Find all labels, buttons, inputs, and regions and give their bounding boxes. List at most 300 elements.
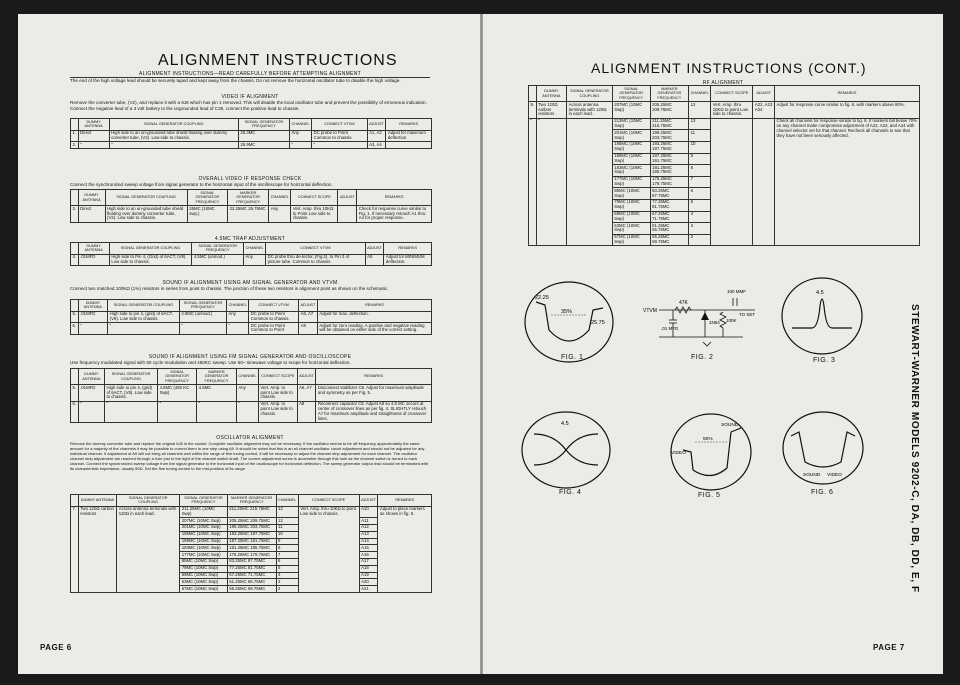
table-cell: 7. xyxy=(71,506,79,592)
table-cell: 7 xyxy=(689,176,711,188)
response-curve xyxy=(791,432,855,467)
page-number: PAGE 6 xyxy=(40,643,72,652)
table-cell: 201MC (10MC Swp) xyxy=(180,524,228,531)
fig4-marker-label: 4.5 xyxy=(561,421,569,427)
table-header-cell: ADJUST xyxy=(299,300,318,312)
fig2-label: VTVM xyxy=(643,308,657,314)
figure-label: FIG. 3 xyxy=(813,357,836,364)
intro-text: The end of the high voltage lead should be securely taped and kept away from the chassis. Do not remove the horizontal oscillator tube to disable the high voltage. xyxy=(70,78,401,83)
fig6-label: SOUND xyxy=(803,473,821,478)
table-cell: A18 xyxy=(359,565,378,572)
section-title: OSCILLATOR ALIGNMENT xyxy=(216,435,284,441)
table-header-cell: DUMMY ANTENNA xyxy=(78,495,117,507)
table-cell: " xyxy=(158,401,197,422)
section-title: RF ALIGNMENT xyxy=(702,80,744,86)
table-header-cell: MARKER GENERATOR FREQUENCY xyxy=(650,86,689,102)
table-header-cell xyxy=(71,190,79,206)
table-cell: Two 120Ω carbon resistors xyxy=(78,506,117,592)
table-header-cell: SIGNAL GENERATOR FREQUENCY xyxy=(179,300,226,312)
table-header-cell: CONNECT VTVM xyxy=(312,119,367,131)
table-cell: A13 xyxy=(359,531,378,538)
table-row xyxy=(529,118,920,130)
table-cell: 5. xyxy=(71,385,79,401)
sound-if-am-table xyxy=(70,299,432,335)
table-cell: Adjust for response curve similar to fig. 6, with markers above 80%. xyxy=(775,102,920,118)
table-cell: 6 xyxy=(276,558,298,565)
table-cell: 4. xyxy=(71,254,79,266)
table-cell: 77.25MC 81.75MC xyxy=(650,199,689,211)
table-cell: A11 xyxy=(359,518,378,525)
table-cell: 211.25MC (10MC Swp) xyxy=(180,506,228,518)
table-cell: 6. xyxy=(71,401,79,422)
section-title: SOUND IF ALIGNMENT USING FM SIGNAL GENERATOR AND OSCILLOSCOPE xyxy=(148,354,352,360)
table-cell: 4.5MC (unmod.) xyxy=(179,311,226,323)
table-header-cell: CONNECT VTVM xyxy=(249,300,299,312)
table-cell: " xyxy=(529,118,537,246)
table-cell: 211.25MC 215.75MC xyxy=(650,118,689,130)
table-cell: 195MC (10MC Swp) xyxy=(612,141,650,153)
table-header-cell xyxy=(71,495,79,507)
table-cell: 201MC (10MC Swp) xyxy=(612,130,650,142)
table-cell: 175.25MC 179.75MC xyxy=(227,552,276,559)
response-curve xyxy=(792,299,852,328)
table-cell: 79MC (10MC Swp) xyxy=(180,565,228,572)
table-cell: " xyxy=(227,323,249,335)
table-cell: 213MC (10MC Swp) xyxy=(612,118,650,130)
table-cell xyxy=(338,206,357,222)
table-cell: A15 xyxy=(359,545,378,552)
table-cell: 4.5MC (unmod.) xyxy=(192,254,244,266)
table-row xyxy=(529,102,920,118)
table-cell: Any xyxy=(269,206,291,222)
table-cell: " xyxy=(78,323,108,335)
section-note: Use frequency modulated signal with 60 cycle modulation and 450KC sweep. Use 60~ sinewave voltage to scope for horizontal deflection. xyxy=(70,360,351,365)
table-cell: 199.25MC 203.75MC xyxy=(227,524,276,531)
table-cell xyxy=(386,142,432,149)
table-header-cell: ADJUST xyxy=(365,243,384,255)
table-cell: Reconnect capacitor C5. Adjust A8 so 4.5 MC occurs at center of crossover lines as per fig. 4. SLIGHTLY retouch A7 for maximum amplitude and straightness of crossover lines. xyxy=(316,401,432,422)
table-cell: Across antenna terminals with 120Ω in each lead. xyxy=(117,506,180,592)
table-header-cell: CHANNEL xyxy=(243,243,265,255)
table-cell: .01MFD xyxy=(78,254,109,266)
table-cell: A14 xyxy=(359,538,378,545)
table-header-cell: DUMMY ANTENNA xyxy=(78,119,109,131)
table-cell: A5 xyxy=(365,254,384,266)
table-cell: 61.25MC 65.75MC xyxy=(227,579,276,586)
table-cell: Adjust for max. deflection. xyxy=(317,311,431,323)
fig2-label: 100 MMF xyxy=(727,289,747,294)
table-cell: DC probe to Point Common to Point xyxy=(249,323,299,335)
table-cell: 3. xyxy=(71,206,79,222)
table-cell xyxy=(753,118,775,246)
table-header-cell: CHANNEL xyxy=(269,190,291,206)
table-cell: 4.5MC xyxy=(197,385,237,401)
table-cell: High side to an un-grounded tube shield floating over dummy converter tube, (V2). Low side to chassis. xyxy=(109,130,238,142)
table-header-cell: SIGNAL GENERATOR COUPLING xyxy=(117,495,180,507)
table-cell: " xyxy=(236,401,258,422)
right-page xyxy=(483,14,943,674)
table-cell: 63MC (10MC Swp) xyxy=(612,223,650,235)
table-cell: 207MC (10MC Swp) xyxy=(612,102,650,118)
table-cell: Vert. Amp. thru 10KΩ to Point Low side to chassis. xyxy=(291,206,338,222)
table-cell: 83.25MC 87.75MC xyxy=(227,558,276,565)
table-cell: 2 xyxy=(689,234,711,246)
table-cell xyxy=(567,118,613,246)
table-header-cell xyxy=(71,300,79,312)
table-cell: 5. xyxy=(71,311,79,323)
table-cell: 8 xyxy=(689,165,711,177)
table-cell: High side to pin 4, (grid) of 6ACT, (V8). Low side to chassis. xyxy=(108,311,180,323)
response-curve xyxy=(683,428,741,476)
table-header-cell: CHANNEL xyxy=(227,300,249,312)
table-cell: 57MC (10MC Swp) xyxy=(612,234,650,246)
table-cell: 22.25MC 25.75MC xyxy=(228,206,269,222)
table-header-cell: SIGNAL GENERATOR FREQUENCY xyxy=(187,190,227,206)
table-cell: 181.25MC 185.75MC xyxy=(227,545,276,552)
table-cell: 83.25MC 87.75MC xyxy=(650,188,689,200)
table-cell: 4.5MC (450 KC Swp) xyxy=(158,385,197,401)
table-cell: 177MC (10MC Swp) xyxy=(180,552,228,559)
table-cell: 187.25MC 191.75MC xyxy=(227,538,276,545)
table-cell: 175.25MC 179.75MC xyxy=(650,176,689,188)
table-header-cell xyxy=(71,243,79,255)
table-header-cell: REMARKS xyxy=(775,86,920,102)
table-cell: 177MC (10MC Swp) xyxy=(612,176,650,188)
table-cell: 69MC (10MC Swp) xyxy=(180,572,228,579)
table-cell: 4 xyxy=(689,211,711,223)
table-cell: A10 xyxy=(359,506,378,518)
section-note: Remove the dummy converter tube and replace the original 6J6 in the socket. Complete oscillator alignment may not be necessary. If the oscillator seems to be off frequency approximately the same amount for a majority of the channels it may be possible to correct them in one step using A9. It should be noted that this is an all channel oscillator circuit adjustment and should not be adjusted for any individual channel. If adjustment of A9 will not bring all channels well within the range of fine tuning control, it will be necessary to adjust the channel strip adjustment for each channel. The oscillator channel strip adjustment are reached through a hole just to the right of the channel switch shaft. The correct adjustment screw is accessible through this hole as the channel switch is turned to each channel. Connect the synchronized sweep voltage from the signal generator to the horizontal input of the oscilloscope for horizontal deflection. The sweep generator output lead should be terminated with its characteristic impedance, usually 60Ω. Set the fine tuning control to the mid-position of its range. xyxy=(70,441,429,471)
table-header-cell: DUMMY ANTENNA xyxy=(78,190,105,206)
table-header-cell: ADJUST xyxy=(753,86,775,102)
table-cell: 205.25MC 209.75MC xyxy=(227,518,276,525)
table-header-cell: MARKER GENERATOR FREQUENCY xyxy=(227,495,276,507)
fig2-label: 1N64 xyxy=(709,320,720,325)
table-header-cell: CONNECT SCOPE xyxy=(291,190,338,206)
video-if-table xyxy=(70,118,432,149)
table-cell: 205.25MC 209.75MC xyxy=(650,102,689,118)
table-cell: 55.25MC 59.75MC xyxy=(650,234,689,246)
fig2-label: .01 MFD xyxy=(661,326,679,331)
fig2-label: 100K xyxy=(726,318,737,323)
section-note: Connect the synchronized sweep voltage from signal generator to the horizontal input of the oscilloscope for horizontal deflection. xyxy=(70,182,333,187)
table-cell: " xyxy=(78,142,109,149)
table-header-row xyxy=(71,495,432,507)
table-row xyxy=(71,401,432,422)
ground-symbol xyxy=(703,342,711,346)
table-header-cell: CHANNEL xyxy=(276,495,298,507)
table-header-cell: CHANNEL xyxy=(689,86,711,102)
table-cell: A17 xyxy=(359,558,378,565)
fig5-label: SOUND xyxy=(721,423,739,428)
table-cell: Across antenna terminals with 120Ω in each lead. xyxy=(567,102,613,118)
table-header-cell: SIGNAL GENERATOR FREQUENCY xyxy=(192,243,244,255)
table-header-cell: ADJUST xyxy=(359,495,378,507)
table-cell: 9 xyxy=(276,538,298,545)
table-header-cell: REMARKS xyxy=(378,495,432,507)
table-header-cell: SIGNAL GENERATOR COUPLING xyxy=(109,243,192,255)
sound-if-fm-table xyxy=(70,368,432,423)
table-cell: Check all channels for response similar to fig. 6. If markers fall below 70% on any channel make compromise adjustment of A22, A23, and A24 with channel selector set for that channel. Recheck all channels to see that they have not been seriously affected. xyxy=(775,118,920,246)
table-header-cell: REMARKS xyxy=(384,243,432,255)
table-header-cell: SIGNAL GENERATOR FREQUENCY xyxy=(612,86,650,102)
fig2-label: TO SET xyxy=(739,312,756,317)
table-row xyxy=(71,323,432,335)
fig1-percent-label: 35% xyxy=(561,309,573,315)
table-row xyxy=(71,142,432,149)
table-header-cell: REMARKS xyxy=(386,119,432,131)
rf-table xyxy=(528,85,920,246)
table-cell: Vert. Amp. to point Low side to chassis. xyxy=(259,385,298,401)
table-cell: 5 xyxy=(276,565,298,572)
table-cell: 3 xyxy=(276,579,298,586)
table-cell: 13 xyxy=(689,118,711,130)
table-cell: " xyxy=(197,401,237,422)
table-cell: Vert. Amp. thru 10KΩ to point Low side to chassis. xyxy=(711,102,753,118)
table-cell: 67.25MC 71.75MC xyxy=(227,572,276,579)
table-cell: 183MC (10MC Swp) xyxy=(612,165,650,177)
figure-3 xyxy=(778,276,868,360)
table-cell: A3, A4 xyxy=(367,142,386,149)
table-header-cell: MARKER GENERATOR FREQUENCY xyxy=(197,369,237,385)
table-header-cell: SIGNAL GENERATOR FREQUENCY xyxy=(158,369,197,385)
figure-6 xyxy=(777,410,873,490)
table-cell: Any xyxy=(289,130,311,142)
table-cell: Adjust for MINIMUM deflection. xyxy=(384,254,432,266)
table-cell: 10 xyxy=(689,141,711,153)
left-page xyxy=(18,14,480,674)
page-title: ALIGNMENT INSTRUCTIONS (CONT.) xyxy=(591,60,867,76)
table-header-cell: CONNECT VTVM xyxy=(266,243,365,255)
fig2-label: 47K xyxy=(679,300,688,306)
fig5-label: VIDEO xyxy=(671,451,686,456)
table-header-cell: SIGNAL GENERATOR COUPLING xyxy=(108,300,180,312)
table-cell: Vert. Amp. to point Low side to chassis. xyxy=(259,401,298,422)
table-cell: 189MC (10MC Swp) xyxy=(180,538,228,545)
figure-5 xyxy=(665,410,761,494)
table-header-cell xyxy=(529,86,537,102)
table-cell: Adjust for zero reading. A positive and negative reading will be obtained on either side of the correct setting. xyxy=(317,323,431,335)
table-header-cell: SIGNAL GENERATOR COUPLING xyxy=(105,190,187,206)
table-header-cell: SIGNAL GENERATOR COUPLING xyxy=(109,119,238,131)
table-cell: " xyxy=(179,323,226,335)
section-title: 4.5MC TRAP ADJUSTMENT xyxy=(214,236,286,242)
figure-4 xyxy=(518,410,618,492)
section-title: SOUND IF ALIGNMENT USING AM SIGNAL GENERATOR AND VTVM xyxy=(162,280,338,286)
fig1-marker-label: 25.75 xyxy=(591,320,605,326)
table-row xyxy=(71,206,432,222)
table-cell: Direct xyxy=(78,206,105,222)
table-cell: 5 xyxy=(689,199,711,211)
table-cell: 6 xyxy=(689,188,711,200)
table-cell: 25.3MC xyxy=(238,130,289,142)
table-cell: 187.25MC 191.75MC xyxy=(650,153,689,165)
page-number: PAGE 7 xyxy=(873,643,905,652)
page-title: ALIGNMENT INSTRUCTIONS xyxy=(158,52,398,69)
table-header-cell: DUMMY ANTENNA xyxy=(78,300,108,312)
table-cell: 1. xyxy=(71,130,79,142)
table-header-row xyxy=(71,243,432,255)
table-cell: 67.25MC 71.75MC xyxy=(650,211,689,223)
table-cell: 189MC (10MC Swp) xyxy=(612,153,650,165)
table-cell: Any xyxy=(227,311,249,323)
table-cell: 7 xyxy=(276,552,298,559)
table-cell: 211.25MC 215.75MC xyxy=(227,506,276,518)
fig6-label: VIDEO xyxy=(827,473,842,478)
table-cell: 79MC (10MC Swp) xyxy=(612,199,650,211)
figure-label: FIG. 6 xyxy=(811,489,834,496)
table-cell: High side to pin 4, (grid) of 6ACT, (V8). Low side to chassis. xyxy=(105,385,158,401)
table-header-cell: SIGNAL GENERATOR COUPLING xyxy=(105,369,158,385)
table-cell: High side to Pin 4, (Grid) of 6ACT, (V8). Low side to chassis. xyxy=(109,254,192,266)
table-cell: .01MFD xyxy=(78,385,104,401)
table-header-cell: DUMMY ANTENNA xyxy=(536,86,567,102)
table-cell: 63MC (10MC Swp) xyxy=(180,579,228,586)
table-cell: 10 xyxy=(276,531,298,538)
table-cell: A20 xyxy=(359,579,378,586)
fig5-label: 50% xyxy=(703,437,713,442)
table-cell: 8. xyxy=(529,102,537,118)
table-cell: 11 xyxy=(276,524,298,531)
section-title: OVERALL VIDEO IF RESPONSE CHECK xyxy=(198,176,302,182)
table-header-row xyxy=(71,119,432,131)
table-cell: Adjust to place markers as shown in fig. 5. xyxy=(378,506,432,592)
figure-2 xyxy=(643,282,763,357)
table-header-cell: MARKER GENERATOR FREQUENCY xyxy=(228,190,269,206)
table-cell: " xyxy=(105,401,158,422)
table-header-cell: CHANNEL xyxy=(236,369,258,385)
table-cell: A8 xyxy=(297,401,316,422)
table-cell: 193.25MC 197.75MC xyxy=(227,531,276,538)
table-header-cell: ADJUST xyxy=(297,369,316,385)
table-row xyxy=(71,506,432,518)
table-cell: Two 120Ω carbon resistors xyxy=(536,102,567,118)
table-cell: Disconnect stabilizer C5. Adjust for maximum amplitude and symmetry as per Fig. 5. xyxy=(316,385,432,401)
table-cell: " xyxy=(108,323,180,335)
table-header-cell: DUMMY ANTENNA xyxy=(78,369,104,385)
table-cell: " xyxy=(289,142,311,149)
figure-label: FIG. 1 xyxy=(561,354,584,361)
section-note: Remove the converter tube, (V2), and replace it with a 6J6 which has pin 1 removed. This will disable the local oscillator tube and prevent the possibility of erroneous indication. Connect the negative lead of a 3 volt battery to the ungrounded lead of C36, connect the positive lead to chassis. xyxy=(70,100,427,111)
table-cell: 13 xyxy=(276,506,298,518)
table-cell: " xyxy=(536,118,567,246)
table-cell: 11 xyxy=(689,130,711,142)
table-header-cell: REMARKS xyxy=(317,300,431,312)
table-header-cell: SIGNAL GENERATOR FREQUENCY xyxy=(180,495,228,507)
table-header-row xyxy=(71,369,432,385)
table-cell: A6, A7 xyxy=(297,385,316,401)
table-cell: 195MC (10MC Swp) xyxy=(180,531,228,538)
table-header-cell: CONNECT SCOPE xyxy=(298,495,359,507)
table-header-cell: ADJUST xyxy=(338,190,357,206)
table-cell: 199.25MC 203.75MC xyxy=(650,130,689,142)
table-cell: Any xyxy=(236,385,258,401)
table-cell: A6, A7 xyxy=(299,311,318,323)
table-cell: 181.25MC 185.75MC xyxy=(650,165,689,177)
figure-label: FIG. 4 xyxy=(559,489,582,496)
table-row xyxy=(71,254,432,266)
trap-table xyxy=(70,242,432,266)
table-cell: 207MC (10MC Swp) xyxy=(180,518,228,525)
section-title: VIDEO IF ALIGNMENT xyxy=(221,94,279,100)
section-title: ALIGNMENT INSTRUCTIONS—READ CAREFULLY BEFORE ATTEMPTING ALIGNMENT xyxy=(70,71,430,78)
table-cell: .01MFD xyxy=(78,311,108,323)
table-header-row xyxy=(71,190,432,206)
table-cell: " xyxy=(78,401,104,422)
table-cell: A16 xyxy=(359,552,378,559)
table-cell: 2 xyxy=(276,586,298,593)
table-cell: 8 xyxy=(276,545,298,552)
table-cell: 25.9MC xyxy=(238,142,289,149)
table-cell: 3 xyxy=(689,223,711,235)
table-cell: 9 xyxy=(689,153,711,165)
table-row xyxy=(71,130,432,142)
table-cell: 85MC (10MC Swp) xyxy=(612,188,650,200)
table-header-cell: SIGNAL GENERATOR COUPLING xyxy=(567,86,613,102)
table-cell: 2. xyxy=(72,141,77,147)
table-cell: A19 xyxy=(359,572,378,579)
overall-response-table xyxy=(70,189,432,223)
table-header-cell: CONNECT SCOPE xyxy=(711,86,753,102)
table-cell: 183MC (10MC Swp) xyxy=(180,545,228,552)
section-note: Connect two matched 100KΩ (1%) resistors in series from point to chassis. The junction of these two resistors is alignment point as shown on the schematic. xyxy=(70,286,389,291)
table-header-cell xyxy=(71,119,79,131)
fig3-marker-label: 4.5 xyxy=(816,290,824,296)
table-cell: 6. xyxy=(71,323,79,335)
table-header-cell: ADJUST xyxy=(367,119,386,131)
table-cell: Vert. Amp. thru 10KΩ to point Low side to chassis. xyxy=(298,506,359,592)
fig1-marker-label: 22.25 xyxy=(535,295,549,301)
table-cell: 55.25MC 59.75MC xyxy=(227,586,276,593)
table-cell xyxy=(711,118,753,246)
table-cell: 12 xyxy=(276,518,298,525)
figure-label: FIG. 5 xyxy=(698,492,721,499)
table-cell: A1, A2 xyxy=(367,130,386,142)
table-header-cell: SIGNAL GENERATOR FREQUENCY xyxy=(238,119,289,131)
table-cell: Any xyxy=(243,254,265,266)
table-cell: 4 xyxy=(276,572,298,579)
table-cell: DC probe to Point Common to chassis. xyxy=(249,311,299,323)
table-row xyxy=(71,385,432,401)
table-cell: 25MC (10MC swp.) xyxy=(187,206,227,222)
table-cell: 69MC (10MC Swp) xyxy=(612,211,650,223)
table-cell: A8 xyxy=(299,323,318,335)
table-cell: Adjust for maximum deflection xyxy=(386,130,432,142)
table-cell: 61.25MC 65.75MC xyxy=(650,223,689,235)
figure-label: FIG. 2 xyxy=(691,354,714,361)
table-cell: 85MC (10MC Swp) xyxy=(180,558,228,565)
table-row xyxy=(71,311,432,323)
table-cell: " xyxy=(109,142,238,149)
crossover-line xyxy=(534,434,598,465)
table-header-row xyxy=(71,300,432,312)
table-cell: A21 xyxy=(359,586,378,593)
table-header-cell xyxy=(71,369,79,385)
table-cell: 193.25MC 197.75MC xyxy=(650,141,689,153)
table-cell: " xyxy=(312,142,367,149)
table-header-cell: CONNECT SCOPE xyxy=(259,369,298,385)
table-cell: Direct xyxy=(78,130,109,142)
table-cell: 12 xyxy=(689,102,711,118)
table-cell: DC probe to Point Common to chassis. xyxy=(312,130,367,142)
table-cell: High side to an un-grounded tube shield floating over dummy converter tube, (V2). Low side to chassis. xyxy=(105,206,187,222)
table-header-cell: DUMMY ANTENNA xyxy=(78,243,109,255)
table-cell: Check for response curve similar to Fig. 1. If necessary retouch A1 thru A4 for proper response. xyxy=(357,206,432,222)
side-model-text: STEWART-WARNER MODELS 9202-C, DA, DB, DD, E, F xyxy=(909,304,920,593)
table-cell: DC probe thru de-tector, (Fig.2), to Pin 2 of picture tube. Common to chassis. xyxy=(266,254,365,266)
table-header-cell: REMARKS xyxy=(357,190,432,206)
table-cell: 77.25MC 81.75MC xyxy=(227,565,276,572)
